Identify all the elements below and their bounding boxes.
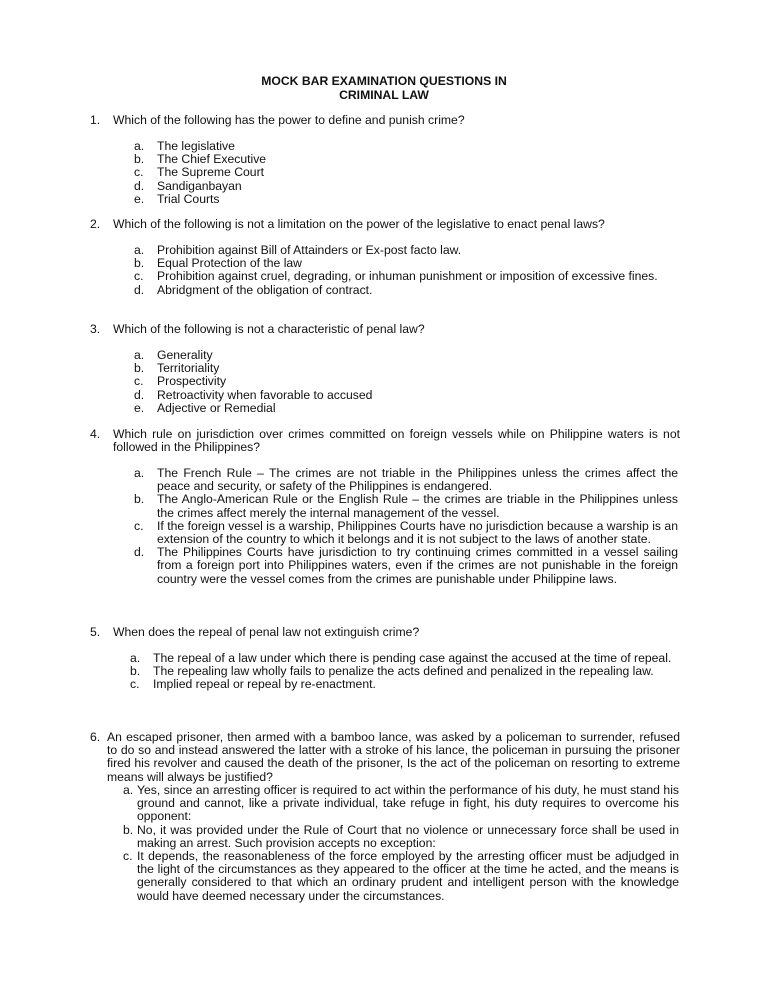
option-label: e. — [134, 191, 145, 206]
option-text: If the foreign vessel is a warship, Philippines Courts have no jurisdiction because a warship is an extension of the country to which it belongs and it is not subject to the laws of another state. — [157, 518, 678, 547]
option-text: Prospectivity — [157, 374, 227, 389]
option-text: The Supreme Court — [157, 165, 265, 180]
option-label: c. — [123, 849, 133, 864]
option-text: The legislative — [157, 139, 235, 153]
option-item — [123, 824, 679, 850]
question-3-options — [134, 349, 678, 415]
option-label: a. — [123, 783, 134, 797]
option-item — [134, 389, 678, 402]
question-text: Which of the following is not a characteristic of penal law? — [113, 322, 425, 336]
option-label: b. — [134, 361, 145, 376]
question-number: 5. — [90, 625, 101, 639]
option-item — [134, 402, 678, 415]
question-6 — [90, 731, 680, 784]
option-text: Abridgment of the obligation of contract. — [157, 282, 373, 297]
option-label: c. — [134, 269, 144, 284]
option-label: a. — [134, 348, 145, 362]
option-label: c. — [134, 374, 144, 389]
option-text: The Chief Executive — [157, 152, 267, 167]
question-4-options — [134, 467, 678, 586]
option-item — [134, 284, 678, 297]
question-text: Which rule on jurisdiction over crimes committed on foreign vessels while on Philippine waters is not followed in the Philippines? — [113, 427, 680, 455]
option-text: The Philippines Courts have jurisdiction to try continuing crimes committed in a vessel sailing from a foreign port into Philippines waters, even if the crimes are not punishable in the foreign country were the vessel comes from the crimes are punishable under Philippine laws. — [157, 545, 678, 586]
option-text: Retroactivity when favorable to accused — [157, 387, 373, 402]
option-text: The repealing law wholly fails to penalize the acts defined and penalized in the repealing law. — [153, 664, 654, 679]
option-text: The repeal of a law under which there is pending case against the accused at the time of repeal. — [153, 651, 672, 665]
question-2-options — [134, 244, 678, 297]
option-item — [134, 270, 678, 283]
option-label: c. — [130, 677, 140, 692]
question-1-options — [134, 140, 678, 206]
title-line-2: CRIMINAL LAW — [339, 88, 429, 102]
option-item — [134, 193, 678, 206]
question-text: An escaped prisoner, then armed with a bamboo lance, was asked by a policeman to surrender, refused to do so and instead answered the latter with a stroke of his lance, the policeman in pursuing the prisoner fired his revolver and caused the death of the prisoner, Is the act of the policeman on resorting to extreme means will always be justified? — [107, 730, 680, 784]
question-text: Which of the following has the power to define and punish crime? — [113, 113, 465, 127]
option-item — [134, 467, 678, 493]
option-item — [134, 180, 678, 193]
question-number: 2. — [90, 217, 101, 231]
document-title — [0, 74, 768, 102]
option-label: d. — [134, 178, 145, 193]
option-item — [134, 546, 678, 586]
option-label: b. — [130, 664, 141, 679]
question-number: 1. — [90, 113, 101, 127]
question-number: 3. — [90, 322, 101, 336]
option-item — [134, 166, 678, 179]
question-1 — [90, 114, 680, 127]
option-label: b. — [123, 822, 134, 837]
option-label: c. — [134, 165, 144, 180]
option-label: a. — [130, 651, 141, 665]
option-text: Yes, since an arresting officer is required to act within the performance of his duty, he must stand his ground and cannot, like a private individual, take refuge in fight, his duty requires to overcome his opponent: — [137, 783, 679, 824]
title-line-1: MOCK BAR EXAMINATION QUESTIONS IN — [261, 74, 507, 88]
question-6-options — [123, 784, 679, 903]
option-text: The French Rule – The crimes are not triable in the Philippines unless the crimes affect the peace and security, or safety of the Philippines is endangered. — [157, 466, 678, 494]
option-label: d. — [134, 282, 145, 297]
option-item — [130, 678, 678, 691]
option-label: a. — [134, 243, 145, 257]
question-4 — [90, 428, 680, 454]
option-text: No, it was provided under the Rule of Court that no violence or unnecessary force shall be used in making an arrest. Such provision accepts no exception: — [137, 822, 679, 850]
option-label: e. — [134, 400, 145, 415]
option-text: Trial Courts — [157, 191, 220, 206]
option-item — [123, 784, 679, 824]
option-label: a. — [134, 466, 145, 480]
option-text: Implied repeal or repeal by re-enactment. — [153, 677, 376, 692]
option-label: c. — [134, 518, 144, 533]
question-text: Which of the following is not a limitation on the power of the legislative to enact penal laws? — [113, 217, 605, 231]
option-label: b. — [134, 256, 145, 271]
option-text: Equal Protection of the law — [157, 256, 302, 271]
option-text: It depends, the reasonableness of the force employed by the arresting officer must be adjudged in the light of the circumstances as they appeared to the officer at the time he acted, and the means is generally considered to that which an ordinary prudent and intelligent person with the knowledge would have deemed necessary under the circumstances. — [137, 849, 679, 903]
option-label: b. — [134, 492, 145, 507]
option-text: Sandiganbayan — [157, 178, 242, 193]
option-text: Generality — [157, 348, 213, 362]
option-text: Prohibition against Bill of Attainders or Ex-post facto law. — [157, 243, 462, 257]
question-2 — [90, 218, 680, 231]
question-number: 6. — [90, 730, 101, 744]
option-item — [123, 850, 679, 903]
option-text: Adjective or Remedial — [157, 400, 276, 415]
option-item — [134, 493, 678, 519]
option-item — [134, 520, 678, 546]
option-item — [134, 375, 678, 388]
option-label: b. — [134, 152, 145, 167]
question-3 — [90, 323, 680, 336]
option-text: Prohibition against cruel, degrading, or inhuman punishment or imposition of excessive fines. — [157, 269, 658, 284]
option-label: a. — [134, 139, 145, 153]
question-text: When does the repeal of penal law not extinguish crime? — [113, 625, 420, 639]
question-number: 4. — [90, 427, 101, 441]
option-text: Territoriality — [157, 361, 220, 376]
option-label: d. — [134, 387, 145, 402]
option-text: The Anglo-American Rule or the English Rule – the crimes are triable in the Philippines unless the crimes affect merely the internal management of the vessel. — [157, 492, 678, 520]
question-5-options — [130, 652, 678, 692]
option-label: d. — [134, 545, 145, 560]
question-5 — [90, 626, 680, 639]
